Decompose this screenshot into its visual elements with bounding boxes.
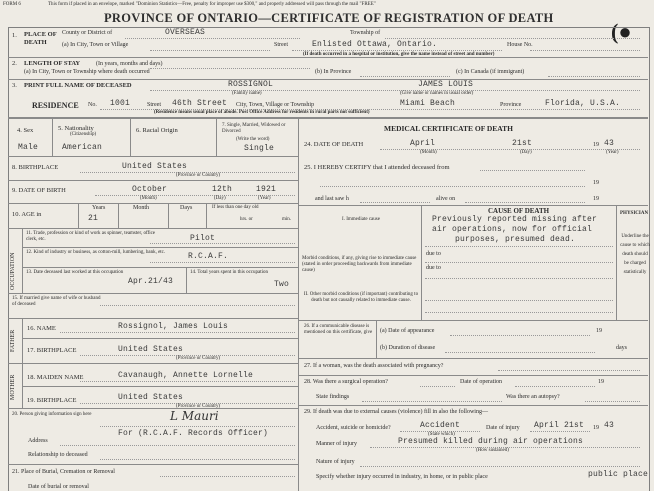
due-to-b: due to	[426, 265, 441, 271]
dob-year-sub: (Year)	[258, 196, 271, 201]
residence-province: Florida, U.S.A.	[545, 99, 621, 108]
years-occ-label: 14. Total years spent in this occupation	[190, 270, 269, 275]
age-years-label: Years	[92, 205, 106, 211]
father-name-label: 16. NAME	[27, 325, 56, 332]
due-to-a: due to	[426, 251, 441, 257]
residence-note: (Residence means usual place of abode. Post Office Address for residents in rural parts not sufficient)	[154, 110, 370, 115]
cause-header: CAUSE OF DEATH	[488, 207, 550, 215]
manner-label: Manner of injury	[316, 441, 357, 447]
s3-num: 3.	[12, 82, 17, 89]
dob-month: October	[132, 185, 168, 194]
residence-city: Miami Beach	[400, 99, 456, 108]
family-sub: (Family name)	[232, 91, 262, 96]
accident-label: Accident, suicide or homicide?	[316, 425, 391, 431]
physician-note: Underline the cause to which death should be charged statistically	[620, 234, 650, 275]
hrs-label: hrs. or	[240, 217, 253, 222]
injury-year-prefix: 19	[593, 425, 599, 431]
alive-label: alive on	[436, 196, 456, 202]
residence-no: 1001	[110, 99, 131, 108]
accident-value: Accident	[420, 421, 461, 430]
min-label: min.	[282, 217, 292, 222]
physician-label: PHYSICIAN	[620, 211, 649, 216]
mother-side: MOTHER	[10, 374, 16, 400]
informant-signature: L Mauri	[170, 409, 219, 423]
residence-no-label: No.	[88, 102, 97, 108]
father-side: FATHER	[10, 329, 16, 352]
residence-street: 46th Street	[172, 99, 228, 108]
dob-day: 12th	[212, 185, 233, 194]
birthplace-label: 8. BIRTHPLACE	[12, 164, 59, 171]
appearance-label: (a) Date of appearance	[380, 328, 435, 334]
s2-prov: (b) In Province	[315, 69, 352, 75]
township-label: Township of	[350, 30, 381, 36]
status-value: Single	[244, 144, 275, 153]
street-label: Street	[274, 42, 288, 48]
residence-label: RESIDENCE	[32, 101, 79, 110]
residence-province-label: Province	[500, 102, 522, 108]
s1-label: PLACE OF DEATH	[24, 31, 57, 46]
dod-year: 43	[604, 139, 615, 148]
city-label: (a) In City, Town or Village	[62, 42, 129, 48]
certify-label: 25. I HEREBY CERTIFY that I attended deceased from	[304, 164, 450, 171]
father-name: Rossignol, James Louis	[118, 322, 229, 331]
address-label: Address	[28, 438, 48, 444]
given-sub: (Give name or names in usual order)	[400, 91, 474, 96]
sex-label: 4. Sex	[17, 127, 34, 134]
s2-city: (a) In City, Town or Township where death occurred	[24, 69, 150, 75]
s2-sub: (In years, months and days)	[96, 61, 163, 67]
mother-bp-label: 19. BIRTHPLACE	[27, 397, 77, 404]
injury-year: 43	[604, 421, 615, 430]
given-name: JAMES LOUIS	[418, 80, 474, 89]
burial-label: 21. Place of Burial, Cremation or Removal	[12, 469, 115, 475]
immediate-label: I. Immediate cause	[342, 217, 380, 222]
duration-days-label: days	[616, 345, 627, 351]
dod-year-sub: (Year)	[606, 150, 619, 155]
trade-label: 11. Trade, profession or kind of work as spinner, teamster, office clerk, etc.	[26, 231, 156, 242]
nationality-sub: (Citizenship)	[70, 132, 97, 137]
mother-bp-sub: (Province or Country)	[176, 404, 221, 409]
surgery-label: 28. Was there a surgical operation?	[304, 379, 388, 385]
birthplace-value: United States	[122, 162, 188, 171]
age-label: 10. AGE in	[12, 211, 42, 218]
relationship-label: Relationship to deceased	[28, 452, 88, 458]
s3-label: PRINT FULL NAME OF DECEASED	[24, 82, 132, 89]
corner-mark: (●	[611, 19, 632, 44]
family-name: ROSSIGNOL	[228, 80, 274, 89]
cause-line-1: Previously reported missing after	[432, 215, 598, 224]
nationality-value: American	[62, 143, 103, 152]
autopsy-label: Was there an autopsy?	[506, 394, 560, 400]
dob-day-sub: (Day)	[214, 196, 226, 201]
less-day-label: If less than one day old	[212, 205, 259, 210]
appearance-year-prefix: 19	[596, 328, 602, 334]
certify-year-prefix: 19	[593, 180, 599, 186]
form-code: FORM 6	[3, 2, 21, 7]
lastsaw-label: and last saw h	[315, 196, 349, 202]
top-note: This form if placed in an envelope, marked "Dominion Statistics—Free, penalty for improper use $300," and properly addressed will pass through the mail "FREE"	[48, 2, 376, 7]
cause-line-2: air operations, now for official	[432, 225, 593, 234]
dob-label: 9. DATE OF BIRTH	[12, 187, 66, 194]
occupation-side: OCCUPATION	[10, 252, 16, 290]
status-label: 7. Single, Married, Widowed or Divorced	[222, 123, 286, 134]
nature-label: Nature of injury	[316, 459, 355, 465]
county-value: OVERSEAS	[165, 28, 206, 37]
findings-label: State findings	[316, 394, 350, 400]
age-months-label: Month	[133, 205, 150, 211]
age-days-label: Days	[180, 205, 193, 211]
dod-day: 21st	[512, 139, 533, 148]
burial-date-label: Date of burial or removal	[28, 484, 89, 490]
industry-label: 12. Kind of industry or business, as cotton-mill, lumbering, bank, etc.	[26, 250, 166, 255]
manner-sub: (How sustained)	[476, 448, 509, 453]
mother-maiden-label: 18. MAIDEN NAME	[27, 374, 84, 381]
house-label: House No.	[507, 42, 533, 48]
s1-num: 1.	[12, 32, 17, 39]
communicable-label: 26. If a communicable disease is mentioned on this certificate, give	[304, 324, 373, 335]
morbid-label: Morbid conditions, if any, giving rise to immediate cause (stated in order proceeding backwards from immediate cause)	[302, 256, 417, 273]
alive-year-prefix: 19	[593, 196, 599, 202]
trade-value: Pilot	[190, 234, 216, 243]
dob-year: 1921	[256, 185, 277, 194]
nationality-label: 5. Nationality	[58, 125, 94, 132]
dod-day-sub: (Day)	[520, 150, 532, 155]
residence-street-label: Street	[147, 102, 161, 108]
father-bp: United States	[118, 345, 184, 354]
father-bp-sub: (Province or Country)	[176, 356, 221, 361]
birthplace-sub: (Province or Country)	[176, 173, 221, 178]
manner-value: Presumed killed during air operations	[398, 437, 584, 446]
woman-label: 27. If a woman, was the death associated with pregnancy?	[304, 363, 444, 369]
spouse-label: 15. If married give name of wife or husband of deceased	[12, 296, 101, 307]
industry-value: R.C.A.F.	[188, 252, 229, 261]
dod-label: 24. DATE OF DEATH	[304, 141, 364, 148]
mother-bp: United States	[118, 393, 184, 402]
dod-month: April	[410, 139, 436, 148]
dod-month-sub: (Month)	[420, 150, 437, 155]
informant-label: 20. Person giving information sign here	[12, 412, 92, 417]
lastworked-label: 13. Date deceased last worked at this occupation	[26, 270, 124, 275]
informant-behalf: For (R.C.A.F. Records Officer)	[118, 429, 269, 438]
cause-line-3: purposes, presumed dead.	[455, 235, 576, 244]
s1-note: (If death occurred in a hospital or institution, give the name instead of street and number)	[303, 52, 495, 57]
s2-label: LENGTH OF STAY	[24, 60, 81, 67]
status-sub: (Write the word)	[236, 137, 270, 142]
county-label: County or District of	[62, 30, 113, 36]
external-label: 29. If death was due to external causes (violence) fill in also the following—	[304, 409, 488, 415]
duration-label: (b) Duration of disease	[380, 345, 436, 351]
s2-canada: (c) In Canada (if immigrant)	[456, 69, 525, 75]
lastworked-value: Apr.21/43	[128, 277, 174, 286]
injury-date-label: Date of injury	[486, 425, 520, 431]
father-bp-label: 17. BIRTHPLACE	[27, 347, 77, 354]
residence-city-label: City, Town, Village or Township	[236, 102, 315, 108]
street-value: Enlisted Ottawa, Ontario.	[312, 40, 438, 49]
dod-year-prefix: 19	[593, 142, 599, 148]
s2-num: 2.	[12, 60, 17, 67]
page-title: PROVINCE OF ONTARIO—CERTIFICATE OF REGISTRATION OF DEATH	[104, 11, 554, 25]
specify-label: Specify whether injury occurred in industry, in home, or in public place	[316, 474, 488, 480]
accident-sub: (State which)	[428, 432, 455, 437]
op-year-prefix: 19	[598, 379, 604, 385]
sex-value: Male	[18, 143, 39, 152]
injury-date: April 21st	[534, 421, 585, 430]
op-date-label: Date of operation	[460, 379, 502, 385]
mother-maiden: Cavanaugh, Annette Lornelle	[118, 371, 254, 380]
medical-header: MEDICAL CERTIFICATE OF DEATH	[384, 124, 513, 133]
age-years: 21	[88, 214, 99, 223]
place-value: public place	[588, 470, 649, 479]
dob-month-sub: (Month)	[140, 196, 157, 201]
racial-label: 6. Racial Origin	[136, 127, 178, 134]
years-occ-value: Two	[274, 280, 290, 289]
other-label: II. Other morbid conditions (if important) contributing to death but not causally related to immediate cause.	[303, 292, 419, 303]
